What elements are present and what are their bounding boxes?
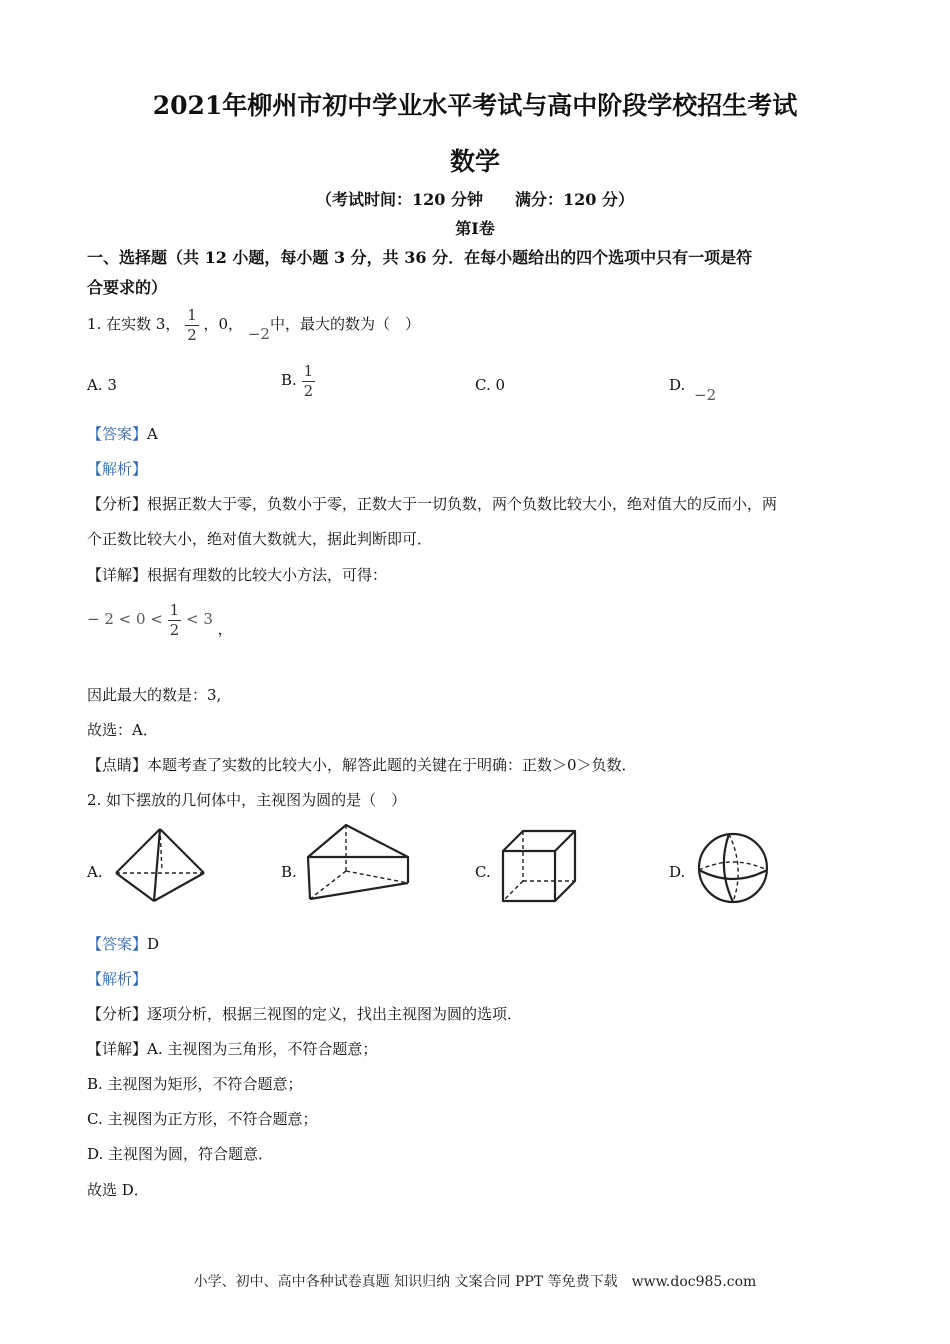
q1-xiangjie-tag: 【详解】 — [87, 566, 148, 584]
q1-xiangjie-text: 根据有理数的比较大小方法，可得： — [147, 566, 388, 584]
q1-xiangjie — [87, 564, 387, 585]
q1-frac-den: 2 — [187, 325, 197, 344]
q1-answer-tag: 【答案】 — [87, 425, 148, 443]
q1-answer-value: A — [147, 425, 158, 443]
q1-dianjing-text: 本题考查了实数的比较大小，解答此题的关键在于明确：正数＞0＞负数． — [147, 756, 637, 774]
q2-option-d-label: D. — [669, 863, 686, 881]
q1-conclusion: 因此最大的数是：3, — [87, 686, 222, 704]
cube-icon — [499, 829, 579, 905]
q2-fenxi-tag: 【分析】 — [87, 1005, 148, 1023]
q1-stem-mid: ，0， — [203, 315, 244, 333]
page-footer: 小学、初中、高中各种试卷真题 知识归纳 文案合同 PPT 等免费下载 www.doc985.com — [193, 1274, 757, 1290]
q2-fenxi — [87, 1003, 522, 1024]
q1-option-b — [281, 360, 315, 400]
q2-line-b: B. 主视图为矩形，不符合题意； — [87, 1075, 303, 1093]
q2-analysis-tag: 【解析】 — [87, 970, 148, 988]
q2-xiangjie-a: A. 主视图为三角形，不符合题意； — [147, 1040, 378, 1058]
q1-stem — [87, 305, 420, 343]
exam-title: 2021年柳州市初中学业水平考试与高中阶段学校招生考试 — [152, 91, 798, 120]
section-heading-line2: 合要求的） — [87, 278, 168, 297]
q1-option-b-num: 1 — [303, 361, 314, 380]
q1-option-b-fraction — [302, 361, 316, 400]
q1-option-d-label: D. — [669, 376, 686, 394]
q1-option-b-label: B. — [281, 371, 297, 389]
q1-ineq-fraction — [168, 600, 182, 639]
q1-option-b-den: 2 — [303, 381, 314, 400]
q2-line-d: D. 主视图为圆，符合题意． — [87, 1145, 274, 1163]
q1-analysis-tag: 【解析】 — [87, 460, 148, 478]
q2-line-c: C. 主视图为正方形，不符合题意； — [87, 1110, 318, 1128]
q1-ineq-comma: ， — [217, 620, 233, 638]
q2-fenxi-text: 逐项分析，根据三视图的定义，找出主视图为圆的选项． — [147, 1005, 523, 1023]
q1-fenxi-text1: 根据正数大于零，负数小于零，正数大于一切负数，两个负数比较大小，绝对值大的反而小，两 — [147, 495, 778, 513]
q1-option-d-value: −2 — [694, 386, 717, 404]
sphere-icon — [695, 830, 771, 906]
q1-frac-num: 1 — [187, 305, 197, 324]
q2-answer — [87, 933, 159, 954]
q1-option-c: C. 0 — [475, 376, 506, 394]
q1-ineq-num: 1 — [169, 600, 180, 619]
q2-xiangjie-tag: 【详解】 — [87, 1040, 148, 1058]
q2-option-a-label: A. — [87, 863, 103, 881]
q1-stem-suffix: 中，最大的数为（ ） — [269, 315, 420, 333]
q2-xiangjie — [87, 1038, 377, 1059]
pyramid-icon — [112, 825, 208, 905]
q1-neg-two: −2 — [247, 325, 270, 343]
q2-option-c-label: C. — [475, 863, 491, 881]
q1-fraction — [185, 305, 199, 344]
subject-title: 数学 — [449, 147, 500, 176]
q1-answer — [87, 423, 158, 444]
q1-ineq-left: − 2 < 0 < — [87, 610, 163, 628]
q1-stem-prefix: 1. 在实数 3， — [87, 315, 181, 333]
section-heading-line1: 一、选择题（共 12 小题，每小题 3 分，共 36 分．在每小题给出的四个选项中只有一项是符 — [87, 248, 753, 267]
q1-option-d — [669, 376, 717, 404]
q2-answer-value: D — [147, 935, 160, 953]
q1-fenxi-line2: 个正数比较大小，绝对值大数就大，据此判断即可． — [87, 530, 433, 548]
exam-info: （考试时间：120 分钟 满分：120 分） — [316, 190, 634, 209]
q2-answer-tag: 【答案】 — [87, 935, 148, 953]
q1-dianjing — [87, 754, 637, 775]
q1-ineq-den: 2 — [169, 620, 180, 639]
q1-option-a: A. 3 — [87, 376, 117, 394]
volume-label: 第Ⅰ卷 — [455, 219, 495, 238]
q1-fenxi-tag: 【分析】 — [87, 495, 148, 513]
q1-choose: 故选：A． — [87, 721, 158, 739]
triangular-prism-icon — [304, 823, 412, 905]
q2-stem: 2. 如下摆放的几何体中，主视图为圆的是（ ） — [87, 791, 407, 809]
q2-option-b-label: B. — [281, 863, 297, 881]
q2-choose: 故选 D． — [87, 1181, 149, 1199]
q1-inequality — [87, 597, 233, 641]
q1-dianjing-tag: 【点睛】 — [87, 756, 148, 774]
q1-fenxi-line1 — [87, 493, 777, 514]
q1-ineq-right: < 3 — [185, 610, 213, 628]
